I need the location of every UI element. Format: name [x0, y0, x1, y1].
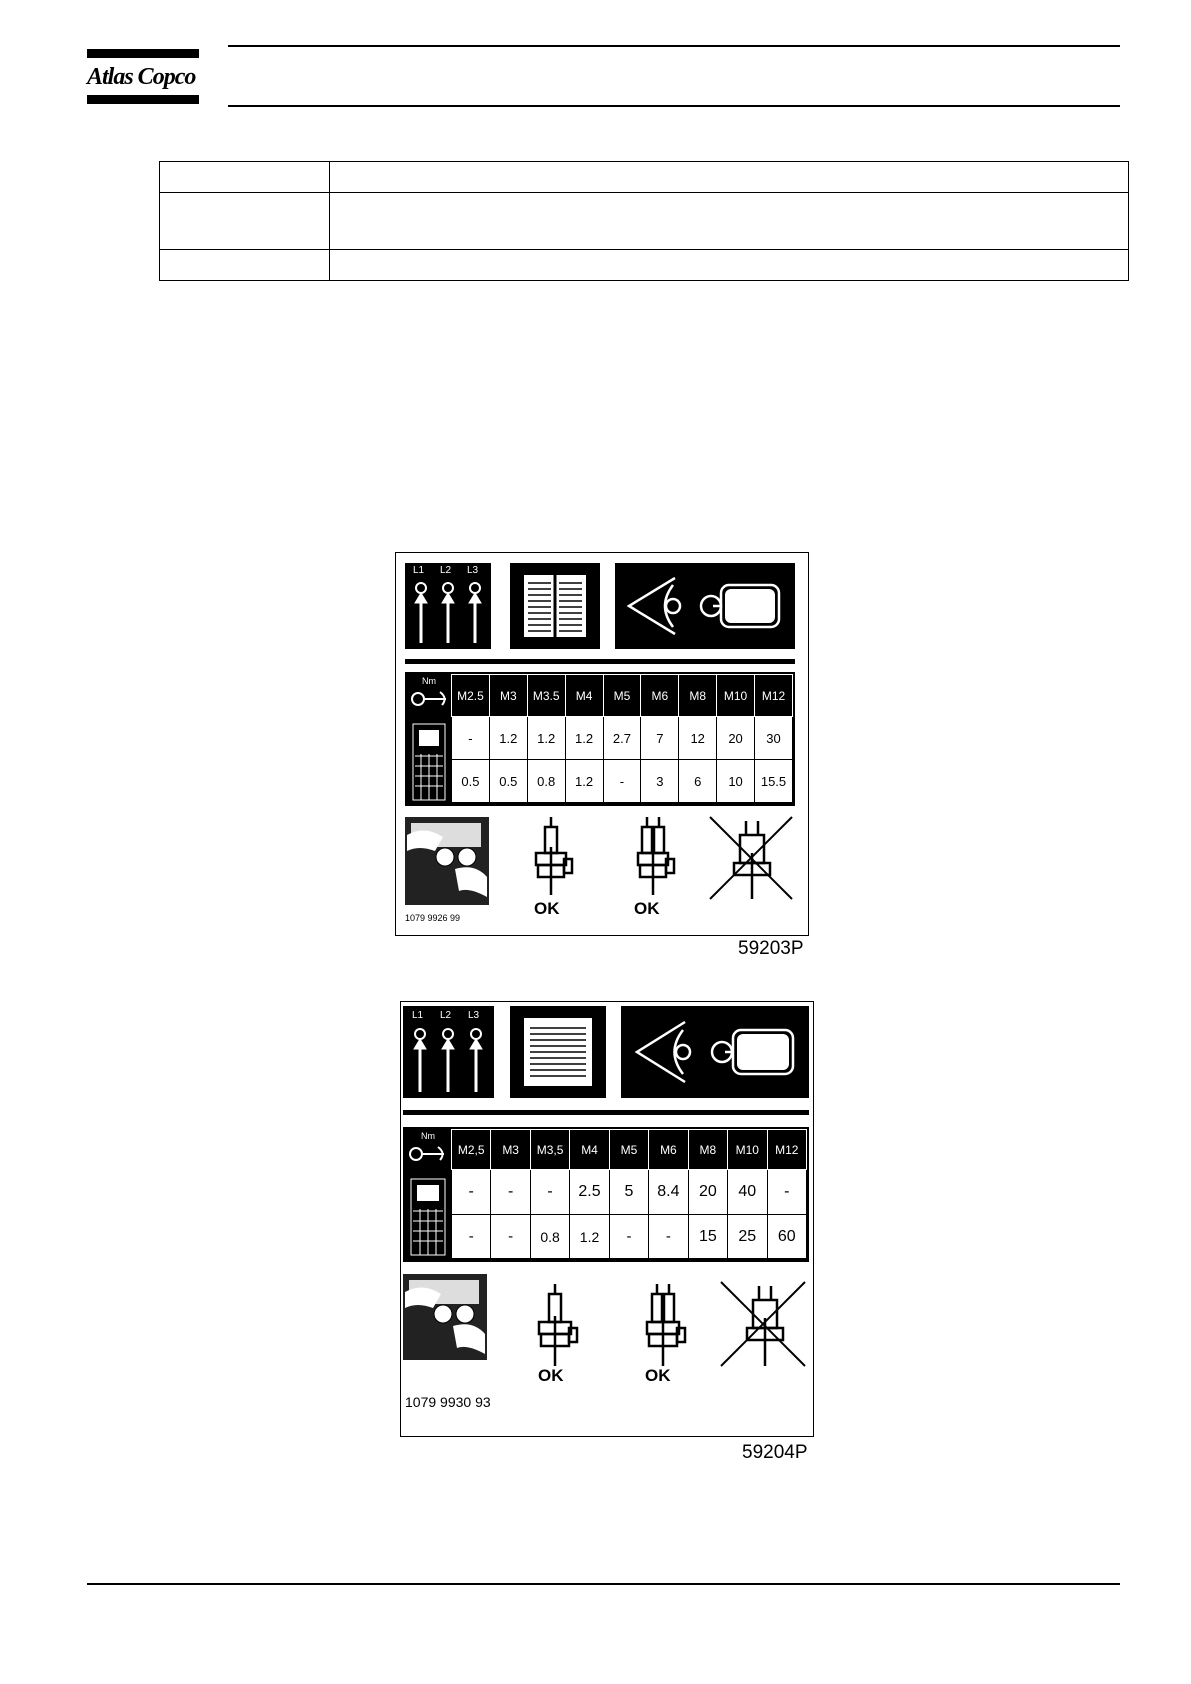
- size-header: M3,5: [530, 1130, 569, 1170]
- torque-value: -: [452, 1215, 491, 1259]
- size-header: M3: [489, 675, 527, 717]
- terminal-block-icon: [407, 716, 451, 804]
- size-header: M5: [603, 675, 641, 717]
- torque-value: 30: [755, 717, 793, 760]
- torque-values-table: [451, 1129, 807, 1259]
- torque-value: -: [767, 1170, 807, 1215]
- inspect-panel: [615, 563, 795, 649]
- size-header: M3: [491, 1130, 530, 1170]
- phase-l2-label: L2: [440, 1010, 452, 1021]
- torque-value: 1.2: [565, 717, 603, 760]
- size-header: M3.5: [527, 675, 565, 717]
- phase-terminal-panel: [403, 1006, 494, 1098]
- manual-panel: [510, 1006, 606, 1098]
- size-header: M6: [649, 1130, 688, 1170]
- label-figure-2: [400, 1001, 814, 1437]
- torque-value: 0.5: [452, 760, 490, 803]
- torque-value: -: [530, 1170, 569, 1215]
- size-header: M5: [609, 1130, 648, 1170]
- logo-bar-top: [87, 49, 199, 58]
- torque-values-table: [451, 674, 793, 803]
- phase-l1-label: L1: [412, 1010, 424, 1021]
- torque-value: 1.2: [489, 717, 527, 760]
- torque-value: -: [452, 717, 490, 760]
- size-header: M8: [679, 675, 717, 717]
- size-header: M10: [728, 1130, 767, 1170]
- torque-value: 6: [679, 760, 717, 803]
- size-header: M12: [767, 1130, 807, 1170]
- size-header: M12: [755, 675, 793, 717]
- torque-value: 7: [641, 717, 679, 760]
- torque-value: 15: [688, 1215, 727, 1259]
- hand-tightening-icon: [403, 1274, 487, 1360]
- size-header: M2,5: [452, 1130, 491, 1170]
- torque-value: 5: [609, 1170, 648, 1215]
- single-cable-connection-icon: [529, 1284, 581, 1368]
- incorrect-connection-icon: [717, 1278, 809, 1370]
- eye-motor-icon: [615, 563, 795, 649]
- size-header: M10: [717, 675, 755, 717]
- torque-value: 20: [717, 717, 755, 760]
- hand-tightening-icon: [405, 817, 489, 905]
- torque-value: 10: [717, 760, 755, 803]
- torque-value: 60: [767, 1215, 807, 1259]
- torque-value: 1.2: [570, 1215, 609, 1259]
- info-cell: [160, 193, 330, 250]
- torque-table-2: [403, 1127, 809, 1262]
- torque-value: -: [491, 1170, 530, 1215]
- torque-value: -: [609, 1215, 648, 1259]
- single-cable-connection-icon: [526, 817, 576, 897]
- phase-l3-label: L3: [468, 1010, 480, 1021]
- torque-value: 3: [641, 760, 679, 803]
- torque-value: 1.2: [527, 717, 565, 760]
- footer-rule: [87, 1583, 1120, 1585]
- torque-unit-label: Nm: [421, 1131, 435, 1141]
- label-separator: [405, 659, 795, 664]
- torque-value: 15.5: [755, 760, 793, 803]
- label-figure-1: [395, 552, 809, 936]
- terminal-block-icon: [405, 1171, 451, 1259]
- ok-label-single: OK: [538, 1366, 564, 1385]
- size-header: M2.5: [452, 675, 490, 717]
- manual-book-icon: [510, 1006, 606, 1098]
- info-cell: [330, 162, 1129, 193]
- torque-unit-label: Nm: [422, 676, 436, 686]
- torque-value: 1.2: [565, 760, 603, 803]
- logo-text: Atlas Copco: [87, 64, 196, 90]
- wrench-icon: [408, 1143, 448, 1165]
- size-header: M4: [565, 675, 603, 717]
- torque-value: 2.7: [603, 717, 641, 760]
- torque-value: 40: [728, 1170, 767, 1215]
- phase-terminal-panel: [405, 563, 491, 649]
- torque-value: 0.8: [527, 760, 565, 803]
- torque-value: 0.8: [530, 1215, 569, 1259]
- figure-caption-2: 59204P: [742, 1442, 808, 1463]
- torque-value: 20: [688, 1170, 727, 1215]
- incorrect-connection-icon: [706, 813, 796, 903]
- size-header: M8: [688, 1130, 727, 1170]
- part-number: 1079 9930 93: [405, 1394, 491, 1410]
- ok-label-double: OK: [634, 899, 660, 918]
- torque-value: -: [491, 1215, 530, 1259]
- ok-label-single: OK: [534, 899, 560, 918]
- info-cell: [160, 162, 330, 193]
- info-cell: [330, 250, 1129, 281]
- torque-value: 2.5: [570, 1170, 609, 1215]
- manual-panel: [510, 563, 600, 649]
- phase-l2-label: L2: [440, 565, 452, 576]
- phase-l3-label: L3: [467, 565, 479, 576]
- header-rule-top: [228, 45, 1120, 47]
- figure-caption-1: 59203P: [738, 938, 804, 959]
- info-cell: [160, 250, 330, 281]
- size-header: M4: [570, 1130, 609, 1170]
- double-cable-connection-icon: [637, 1284, 689, 1368]
- size-header: M6: [641, 675, 679, 717]
- label-separator: [403, 1110, 809, 1115]
- header-rule-bottom: [228, 105, 1120, 107]
- torque-value: 0.5: [489, 760, 527, 803]
- torque-value: -: [649, 1215, 688, 1259]
- torque-value: 12: [679, 717, 717, 760]
- torque-value: 8.4: [649, 1170, 688, 1215]
- part-number: 1079 9926 99: [405, 913, 461, 923]
- info-cell: [330, 193, 1129, 250]
- wrench-icon: [410, 688, 450, 710]
- torque-value: -: [603, 760, 641, 803]
- manual-book-icon: [510, 563, 600, 649]
- torque-table-1: [405, 672, 795, 806]
- torque-wrench-cell: [405, 1129, 451, 1169]
- inspect-panel: [621, 1006, 809, 1098]
- torque-value: -: [452, 1170, 491, 1215]
- double-cable-connection-icon: [628, 817, 678, 897]
- phase-l1-label: L1: [413, 565, 425, 576]
- ok-label-double: OK: [645, 1366, 671, 1385]
- logo-bar-bottom: [87, 95, 199, 104]
- eye-motor-icon: [621, 1006, 809, 1098]
- torque-value: 25: [728, 1215, 767, 1259]
- info-table: [159, 161, 1129, 281]
- torque-wrench-cell: [407, 674, 451, 714]
